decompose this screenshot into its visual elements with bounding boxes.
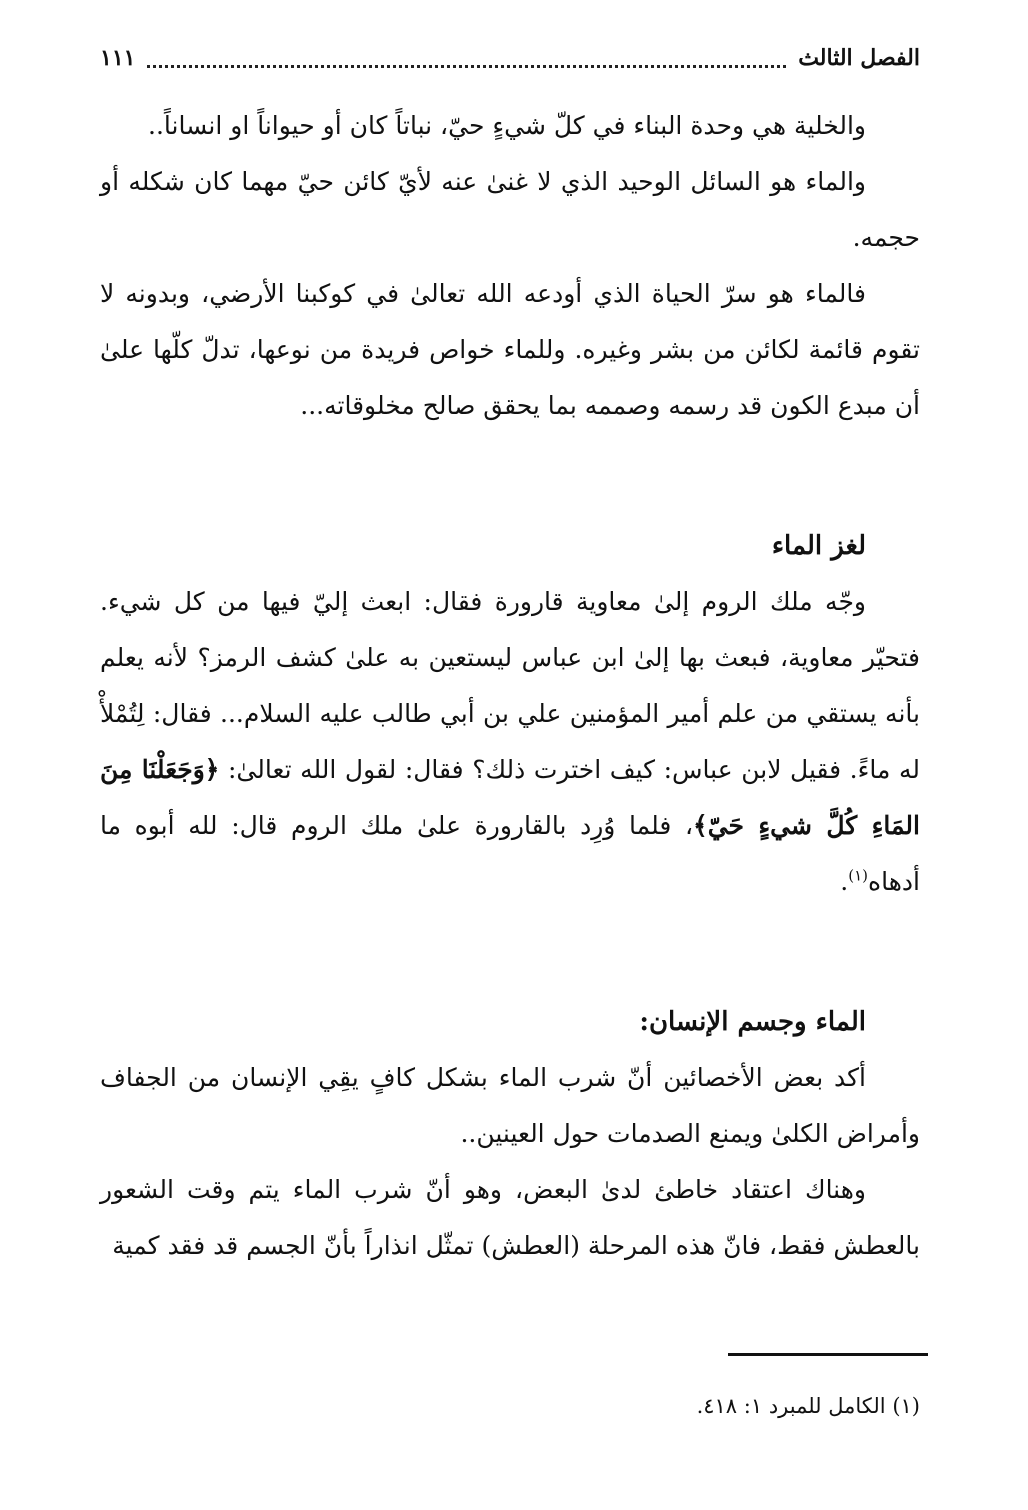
intro-paragraph-3: فالماء هو سرّ الحياة الذي أودعه الله تعالىٰ في كوكبنا الأرضي، وبدونه لا تقوم قائمة لكائن من بشر وغيره. وللماء خواص فريدة من نوعها، تدلّ كلّها علىٰ أن مبدع الكون قد رسمه وصممه بما يحقق صالح مخلوقاته... (100, 279, 920, 420)
running-header (100, 38, 920, 78)
water-riddle-paragraph (100, 574, 920, 910)
water-body-paragraph-2: وهناك اعتقاد خاطئ لدىٰ البعض، وهو أنّ شرب الماء يتم وقت الشعور بالعطش فقط، فانّ هذه المرحلة (العطش) تمثّل انذاراً بأنّ الجسم قد فقد كمية (100, 1175, 920, 1260)
footnote: (١) الكامل للمبرد ١: ٤١٨. (696, 1394, 920, 1418)
page-number: ١١١ (100, 45, 136, 71)
intro-paragraph-2: والماء هو السائل الوحيد الذي لا غنىٰ عنه لأيّ كائن حيّ مهما كان شكله أو حجمه. (100, 167, 920, 252)
section-heading-water-riddle: لغز الماء (771, 531, 866, 561)
riddle-text-end: . (840, 867, 849, 896)
section-spacer (100, 434, 920, 518)
riddle-text-b: ، فلما وُرِد بالقارورة علىٰ ملك الروم قال: لله أبوه ما أدهاه (100, 811, 920, 896)
header-dot-leader (147, 65, 786, 68)
quran-verse: ﴿وَجَعَلْنَا مِنَ المَاءِ كُلَّ شيءٍ حَيّ﴾ (100, 755, 920, 840)
chapter-title: الفصل الثالث (798, 45, 920, 71)
water-body-paragraph-1: أكد بعض الأخصائين أنّ شرب الماء بشكل كافٍ يقِي الإنسان من الجفاف وأمراض الكلىٰ ويمنع الصدمات حول العينين.. (100, 1063, 920, 1148)
body-text (100, 98, 920, 1274)
footnote-reference[interactable]: (١) (848, 866, 869, 885)
section-heading-water-body: الماء وجسم الإنسان: (639, 1007, 866, 1037)
riddle-text-a: وجّه ملك الروم إلىٰ معاوية قارورة فقال: ابعث إليّ فيها من كل شيء. فتحيّر معاوية، فبعث بها إلىٰ ابن عباس ليستعين به علىٰ كشف الرمز؟ لأنه يعلم بأنه يستقي من علم أمير المؤمنين علي بن أبي طالب عليه السلام... فقال: لِتُمْلأْ له ماءً. فقيل لابن عباس: كيف اخترت ذلك؟ فقال: لقول الله تعالىٰ: (100, 587, 920, 784)
footnote-separator (728, 1353, 928, 1356)
section-spacer (100, 910, 920, 994)
intro-paragraph-1: والخلية هي وحدة البناء في كلّ شيءٍ حيّ، نباتاً كان أو حيواناً او انساناً.. (148, 111, 866, 140)
